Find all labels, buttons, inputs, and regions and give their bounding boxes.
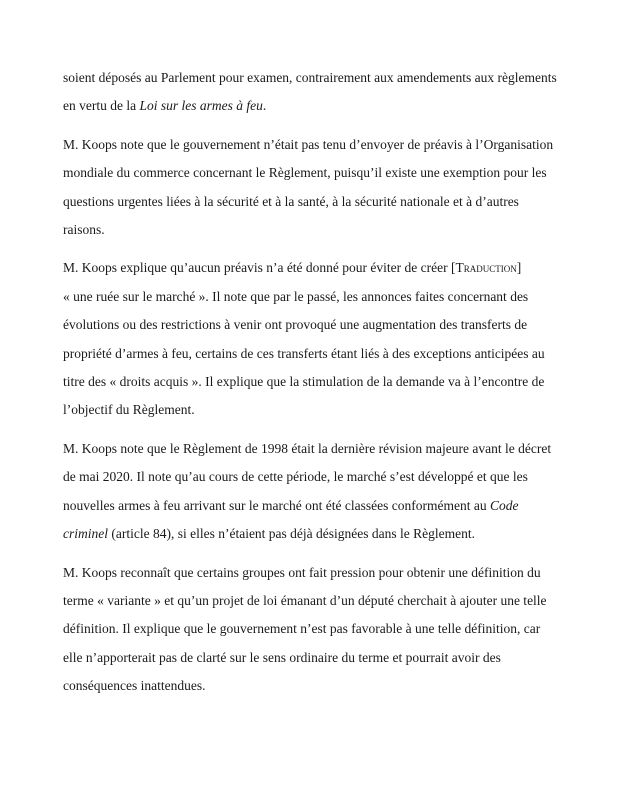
text-line (63, 396, 563, 424)
smallcaps-text-segment: Traduction (455, 260, 517, 276)
text-line (63, 368, 563, 396)
text-line (63, 587, 563, 615)
text-line (63, 216, 563, 244)
text-segment: conséquences inattendues. (63, 678, 206, 694)
text-segment: M. Koops explique qu’aucun préavis n’a été donné pour éviter de créer [ (63, 260, 456, 276)
text-line (63, 463, 563, 491)
text-line (63, 340, 563, 368)
text-line (63, 492, 563, 520)
text-line (63, 559, 563, 587)
text-segment: soient déposés au Parlement pour examen, contrairement aux amendements aux règlements (63, 70, 557, 85)
text-segment: M. Koops note que le gouvernement n’était pas tenu d’envoyer de préavis à l’Organisation (63, 136, 554, 152)
text-line (63, 644, 563, 672)
paragraph (63, 435, 563, 549)
text-line (63, 159, 563, 187)
paragraph (63, 254, 563, 424)
text-segment: raisons. (63, 222, 105, 238)
text-line (63, 92, 563, 120)
text-segment: . (262, 98, 267, 114)
italic-text-segment: criminel (63, 526, 108, 542)
text-line (63, 435, 563, 463)
text-segment: questions urgentes liées à la sécurité et à la santé, à la sécurité nationale et à d’autres (63, 193, 519, 209)
document-body (63, 64, 563, 711)
text-segment: M. Koops reconnaît que certains groupes ont fait pression pour obtenir une définition du (63, 564, 541, 580)
text-segment: en vertu de la (63, 98, 140, 114)
text-segment: ] (516, 260, 522, 276)
paragraph (63, 64, 563, 121)
text-segment: « une ruée sur le marché ». Il note que par le passé, les annonces faites concernant des (63, 288, 529, 304)
text-segment: évolutions ou des restrictions à venir ont provoqué une augmentation des transferts de (63, 317, 528, 333)
text-segment: M. Koops note que le Règlement de 1998 était la dernière révision majeure avant le décret (63, 440, 552, 456)
paragraph (63, 559, 563, 701)
text-segment: propriété d’armes à feu, certains de ces transferts étant liés à des exceptions anticipées au (63, 345, 545, 361)
text-line (63, 615, 563, 643)
text-line (63, 254, 563, 282)
italic-text-segment: Code (489, 497, 519, 513)
text-segment: terme « variante » et qu’un projet de loi émanant d’un député cherchait à ajouter une telle (63, 592, 547, 608)
italic-text-segment: Loi sur les armes à feu (139, 98, 263, 114)
text-segment: définition. Il explique que le gouvernement n’est pas favorable à une telle définition, car (63, 621, 541, 637)
text-line (63, 64, 563, 92)
text-segment: (article 84), si elles n’étaient pas déjà désignées dans le Règlement. (108, 526, 475, 542)
text-segment: nouvelles armes à feu arrivant sur le marché ont été classées conformément au (63, 497, 490, 513)
text-segment: titre des « droits acquis ». Il explique que la stimulation de la demande va à l’encontre de (63, 374, 545, 390)
text-line (63, 283, 563, 311)
text-segment: de mai 2020. Il note qu’au cours de cette période, le marché s’est développé et que les (63, 469, 528, 485)
text-segment: elle n’apporterait pas de clarté sur le sens ordinaire du terme et pourrait avoir des (63, 649, 501, 665)
text-segment: mondiale du commerce concernant le Règlement, puisqu’il existe une exemption pour les (63, 165, 547, 181)
text-line (63, 672, 563, 700)
text-line (63, 188, 563, 216)
paragraph (63, 131, 563, 245)
text-line (63, 311, 563, 339)
text-line (63, 520, 563, 548)
text-segment: l’objectif du Règlement. (63, 402, 195, 418)
text-line (63, 131, 563, 159)
